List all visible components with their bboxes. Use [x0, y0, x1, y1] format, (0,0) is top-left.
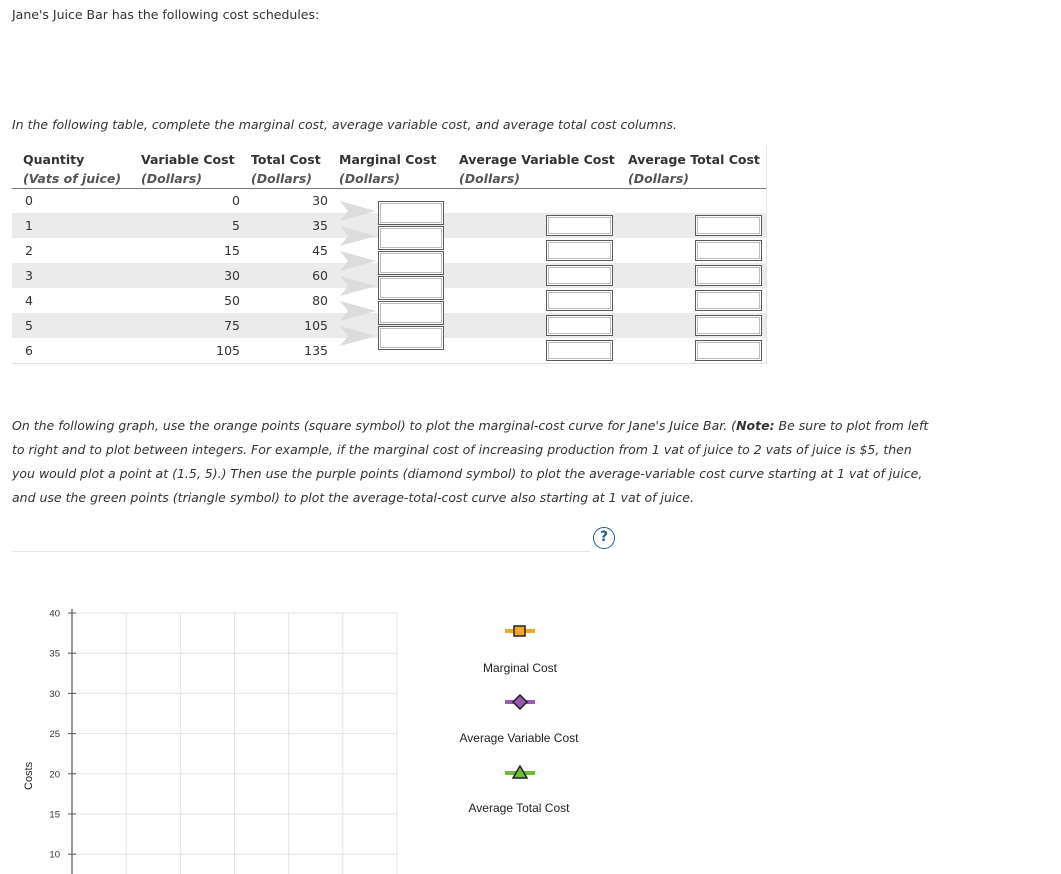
variable-cost-cell: 5 [232, 218, 240, 233]
atc-tool[interactable] [505, 764, 535, 780]
help-icon[interactable]: ? [593, 527, 615, 549]
y-tick-label: 20 [49, 769, 60, 781]
quantity-cell: 6 [25, 343, 33, 358]
avc-legend-label: Average Variable Cost [459, 731, 579, 745]
total-cost-cell: 80 [312, 293, 328, 308]
graph-instruction [12, 414, 937, 510]
quantity-cell: 2 [25, 243, 33, 258]
y-tick-label: 10 [49, 849, 60, 861]
quantity-cell: 1 [25, 218, 33, 233]
quantity-cell: 4 [25, 293, 33, 308]
header-title: Variable Cost [141, 152, 235, 167]
header-title: Average Variable Cost [459, 152, 615, 167]
total-cost-cell: 30 [312, 193, 328, 208]
marginal-cost-tool[interactable] [505, 624, 535, 638]
y-tick-label: 30 [49, 688, 60, 700]
atc-legend-label: Average Total Cost [468, 801, 570, 815]
instruction-part-2: Be sure to plot from left to right and to plot between integers. For example, if the marginal cost of increasing production from 1 vat of juice to 2 vats of juice is $5, then you would plot a point at (1.5, 5).) Then use the purple points (diamond symbol) to plot the average-variable cost curve starting at 1 vat of juice, and use the green points (triangle symbol) to plot the average-total-cost curve also starting at 1 vat of juice. [12, 418, 929, 505]
header-title: Marginal Cost [339, 152, 437, 167]
quantity-cell: 5 [25, 318, 33, 333]
quantity-cell: 3 [25, 268, 33, 283]
header-unit: (Dollars) [339, 171, 400, 186]
green-triangle-icon [505, 764, 535, 780]
variable-cost-cell: 0 [232, 193, 240, 208]
note-label: Note: [736, 418, 775, 433]
intro-text: Jane's Juice Bar has the following cost schedules: [12, 7, 320, 22]
y-tick-label: 40 [49, 608, 60, 620]
variable-cost-cell: 105 [216, 343, 240, 358]
total-cost-cell: 105 [304, 318, 328, 333]
section-divider [12, 551, 590, 552]
table-border [12, 146, 767, 364]
instruction-part-1: On the following graph, use the orange points (square symbol) to plot the marginal-cost curve for Jane's Juice Bar. ( [12, 418, 737, 433]
variable-cost-cell: 30 [224, 268, 240, 283]
header-title: Total Cost [251, 152, 321, 167]
header-title: Average Total Cost [628, 152, 760, 167]
variable-cost-cell: 15 [224, 243, 240, 258]
variable-cost-cell: 75 [224, 318, 240, 333]
header-unit: (Dollars) [628, 171, 689, 186]
header-title: Quantity [23, 152, 85, 167]
total-cost-cell: 60 [312, 268, 328, 283]
header-unit: (Dollars) [251, 171, 312, 186]
total-cost-cell: 45 [312, 243, 328, 258]
cost-table [12, 146, 767, 364]
header-unit: (Vats of juice) [23, 171, 122, 186]
header-unit: (Dollars) [459, 171, 520, 186]
y-tick-label: 15 [49, 809, 60, 821]
header-unit: (Dollars) [141, 171, 202, 186]
total-cost-cell: 135 [304, 343, 328, 358]
y-axis-label: Costs [23, 761, 35, 790]
quantity-cell: 0 [25, 193, 33, 208]
purple-diamond-icon [505, 694, 535, 710]
y-tick-label: 25 [49, 729, 60, 741]
y-axis [49, 609, 76, 874]
total-cost-cell: 35 [312, 218, 328, 233]
variable-cost-cell: 50 [224, 293, 240, 308]
table-instruction: In the following table, complete the marginal cost, average variable cost, and average total cost columns. [12, 117, 678, 132]
orange-square-icon [505, 624, 535, 638]
marginal-cost-legend-label: Marginal Cost [482, 661, 558, 675]
graph-grid [72, 613, 397, 874]
y-tick-label: 35 [49, 648, 60, 660]
avc-tool[interactable] [505, 694, 535, 710]
